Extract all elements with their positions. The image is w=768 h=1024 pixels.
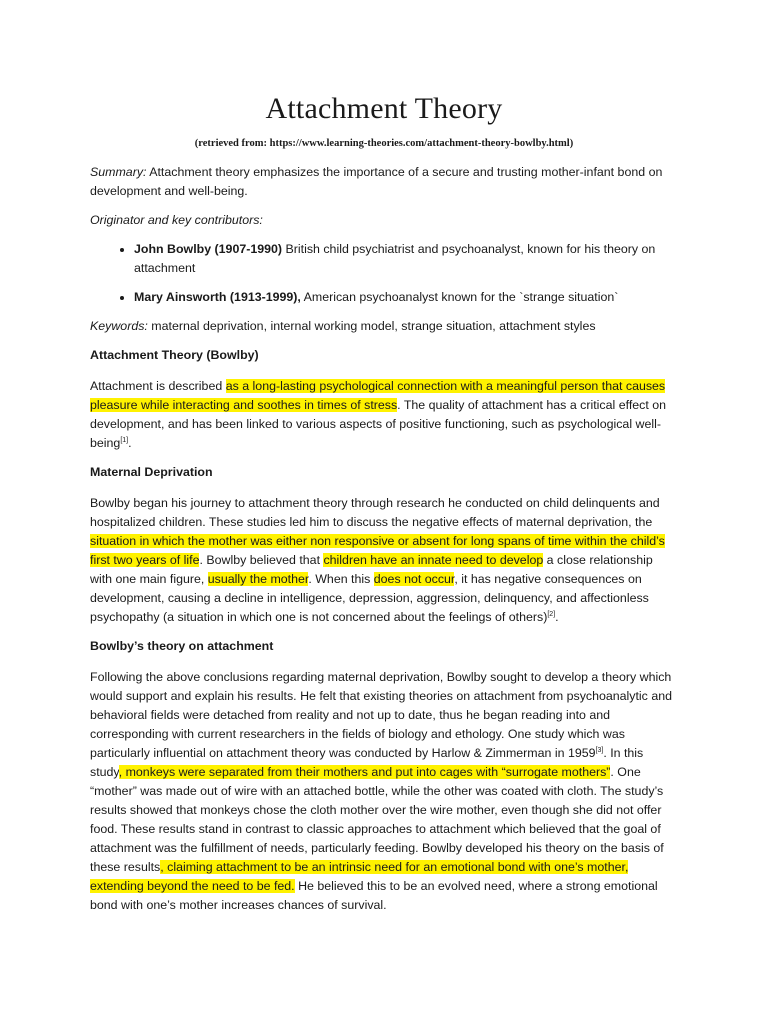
contributor-name: Mary Ainsworth (1913-1999), xyxy=(134,290,301,304)
reference-link[interactable]: [2] xyxy=(547,610,556,618)
body-text: Bowlby began his journey to attachment theory through research he conducted on child delinquents and hospitalized children. These studies led him to discuss the negative effects of maternal deprivation, the xyxy=(90,496,660,529)
section-heading: Attachment Theory (Bowlby) xyxy=(90,348,259,362)
originator-label: Originator and key contributors: xyxy=(90,213,263,227)
summary-paragraph xyxy=(90,163,678,201)
section-heading: Maternal Deprivation xyxy=(90,465,213,479)
attachment-paragraph xyxy=(90,377,678,453)
page-title: Attachment Theory xyxy=(265,92,503,125)
maternal-deprivation-paragraph xyxy=(90,494,678,627)
highlight: , claiming attachment to be an intrinsic need for an emotional bond with one’s mother, extending beyond the need to be fed. xyxy=(90,860,629,893)
reference-link[interactable]: [1] xyxy=(120,436,129,444)
body-text: . The quality of attachment has a critical effect on development, and has been linked to various aspects of positive functioning, such as psychological well-being xyxy=(90,398,667,450)
body-text: . In this study xyxy=(90,746,644,779)
contributor-desc: American psychoanalyst known for the `strange situation` xyxy=(300,290,619,304)
body-text: . One “mother” was made out of wire with an attached bottle, while the other was coated with cloth. The study’s results showed that monkeys chose the cloth mother over the wire mother, even though she did not offer food. These results stand in contrast to classic approaches to attachment which believed that the goal of attachment was the fulfillment of needs, particularly feeding. Bowlby developed his theory on the basis of these results xyxy=(90,765,664,874)
highlight: , monkeys were separated from their mothers and put into cages with “surrogate mothers” xyxy=(118,765,611,779)
body-text: , it has negative consequences on development, causing a decline in intelligence, depression, aggression, delinquency, and affectionless psychopathy (a situation in which one is not concerned about the feelings of others) xyxy=(90,572,649,624)
keywords-paragraph xyxy=(90,317,678,336)
highlight: does not occur xyxy=(373,572,455,586)
body-text: Attachment is described xyxy=(90,379,226,393)
source-link[interactable]: https://www.learning-theories.com/attachment-theory-bowlby.html xyxy=(269,138,570,149)
highlight: as a long-lasting psychological connection with a meaningful person that causes pleasure while interacting and soothes in times of stress xyxy=(90,379,666,412)
highlight: children have an innate need to develop xyxy=(323,553,544,567)
source-suffix: ) xyxy=(569,138,574,149)
section-heading: Bowlby’s theory on attachment xyxy=(90,639,274,653)
list-item xyxy=(134,240,678,278)
source-prefix: (retrieved from: xyxy=(194,138,270,149)
contributor-name: John Bowlby (1907-1990) xyxy=(134,242,283,256)
summary-label: Summary: xyxy=(90,165,147,179)
highlight: situation in which the mother was either non responsive or absent for long spans of time within the child’s first two years of life xyxy=(90,534,665,567)
reference-link[interactable]: [3] xyxy=(595,746,604,754)
summary-text: Attachment theory emphasizes the importance of a secure and trusting mother-infant bond on development and well-being. xyxy=(90,165,663,198)
body-text: . xyxy=(128,436,132,450)
bowlby-theory-paragraph xyxy=(90,668,678,915)
source-citation xyxy=(90,138,678,149)
contributor-desc: British child psychiatrist and psychoanalyst, known for his theory on attachment xyxy=(134,242,656,275)
contributors-list xyxy=(90,240,678,307)
body-text: . Bowlby believed that xyxy=(199,553,324,567)
body-text: . When this xyxy=(308,572,374,586)
keywords-label: Keywords: xyxy=(90,319,148,333)
body-text: Following the above conclusions regarding maternal deprivation, Bowlby sought to develop a theory which would support and explain his results. He felt that existing theories on attachment from psychoanalytic and behavioral fields were detached from reality and not up to date, thus he began reading into and corresponding with current researchers in the fields of biology and ethology. One study which was particularly influential on attachment theory was conducted by Harlow & Zimmerman in 1959 xyxy=(90,670,672,760)
body-text: a close relationship with one main figure, xyxy=(90,553,653,586)
list-item xyxy=(134,288,678,307)
body-text: . xyxy=(555,610,559,624)
highlight: usually the mother xyxy=(207,572,309,586)
keywords-text: maternal deprivation, internal working model, strange situation, attachment styles xyxy=(147,319,596,333)
body-text: He believed this to be an evolved need, where a strong emotional bond with one’s mother increases chances of survival. xyxy=(90,879,658,912)
